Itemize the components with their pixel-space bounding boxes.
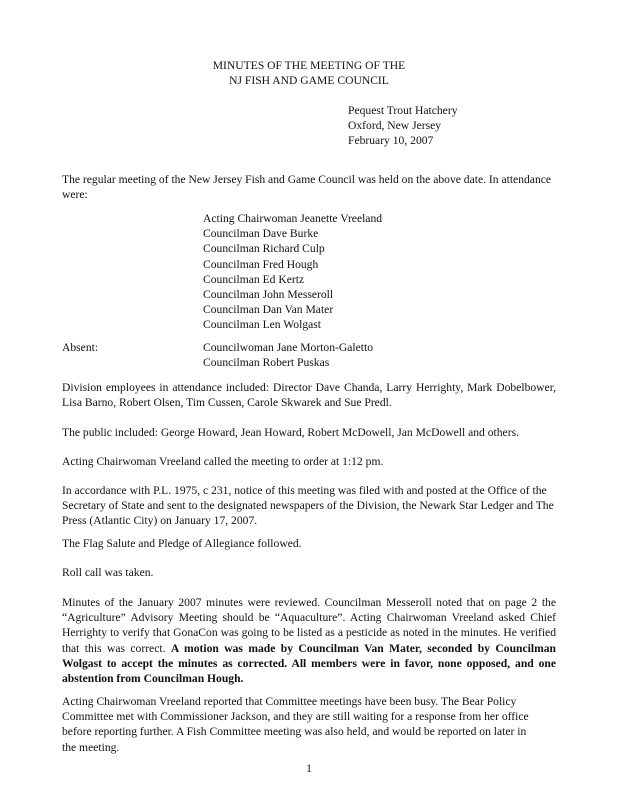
committee-line: the meeting. (62, 740, 120, 754)
minutes-review-paragraph (62, 595, 556, 686)
absent-member: Councilwoman Jane Morton-Galetto (203, 341, 374, 354)
meeting-date: February 10, 2007 (348, 134, 434, 148)
absent-member: Councilman Robert Puskas (203, 356, 330, 370)
attendee: Councilman Dan Van Mater (203, 303, 334, 317)
absent-list (203, 340, 373, 370)
motion-text: A motion was made by Councilman Van Mater, seconded by Councilman Wolgast to accept the minutes as corrected. All members were in favor, none opposed, and one abstention from Councilman Hough. (62, 641, 556, 686)
attendee: Councilman Fred Hough (203, 257, 319, 271)
call-to-order-paragraph: Acting Chairwoman Vreeland called the meeting to order at 1:12 pm. (62, 455, 384, 468)
page-number: 1 (306, 762, 312, 775)
division-employees-paragraph: Division employees in attendance included: Director Dave Chanda, Larry Herrighty, Mark Dobelbower, Lisa Barno, Robert Olsen, Tim Cussen, Carole Skwarek and Sue Predl. (62, 381, 556, 410)
intro-paragraph: The regular meeting of the New Jersey Fish and Game Council was held on the above date. In attendance were: (62, 173, 552, 202)
attendee-list (203, 211, 382, 333)
attendee: Councilman John Messeroll (203, 288, 334, 302)
committee-line: before reporting further. A Fish Committee meeting was also held, and would be reported on later in (62, 725, 527, 739)
public-paragraph: The public included: George Howard, Jean Howard, Robert McDowell, Jan McDowell and others. (62, 426, 519, 439)
location-city: Oxford, New Jersey (348, 119, 442, 133)
title-line-1: MINUTES OF THE MEETING OF THE (212, 59, 406, 72)
committee-line: Committee met with Commissioner Jackson, and they are still waiting for a response from her office (62, 710, 529, 724)
title-line-2: NJ FISH AND GAME COUNCIL (229, 74, 389, 88)
attendee: Councilman Ed Kertz (203, 272, 305, 286)
minutes-review-text: Minutes of the January 2007 minutes were reviewed. Councilman Messeroll noted that on page 2 the “Agriculture” Advisory Meeting should be “Aquaculture”. Acting Chairwoman Vreeland asked Chief Herrighty to verify that GonaCon was going to be listed as a pesticide as noted in the minutes. He verified that this was correct. (62, 596, 556, 655)
attendee: Acting Chairwoman Jeanette Vreeland (203, 212, 383, 225)
attendee: Councilman Richard Culp (203, 242, 325, 256)
meeting-location (348, 103, 458, 149)
location-place: Pequest Trout Hatchery (348, 104, 458, 117)
notice-paragraph: In accordance with P.L. 1975, c 231, notice of this meeting was filed with and posted at the Office of the Secretary of State and sent to the designated newspapers of the Division, the Newark Star Ledger and The Press (Atlantic City) on January 17, 2007. (62, 484, 554, 528)
absent-label: Absent: (62, 341, 99, 354)
document-title (0, 58, 618, 88)
attendee: Councilman Len Wolgast (203, 318, 321, 332)
committee-line: Acting Chairwoman Vreeland reported that Committee meetings have been busy. The Bear Policy (62, 695, 517, 708)
roll-call-paragraph: Roll call was taken. (62, 566, 154, 579)
flag-salute-paragraph: The Flag Salute and Pledge of Allegiance followed. (62, 537, 302, 550)
attendee: Councilman Dave Burke (203, 227, 319, 241)
committee-paragraph (62, 694, 556, 755)
